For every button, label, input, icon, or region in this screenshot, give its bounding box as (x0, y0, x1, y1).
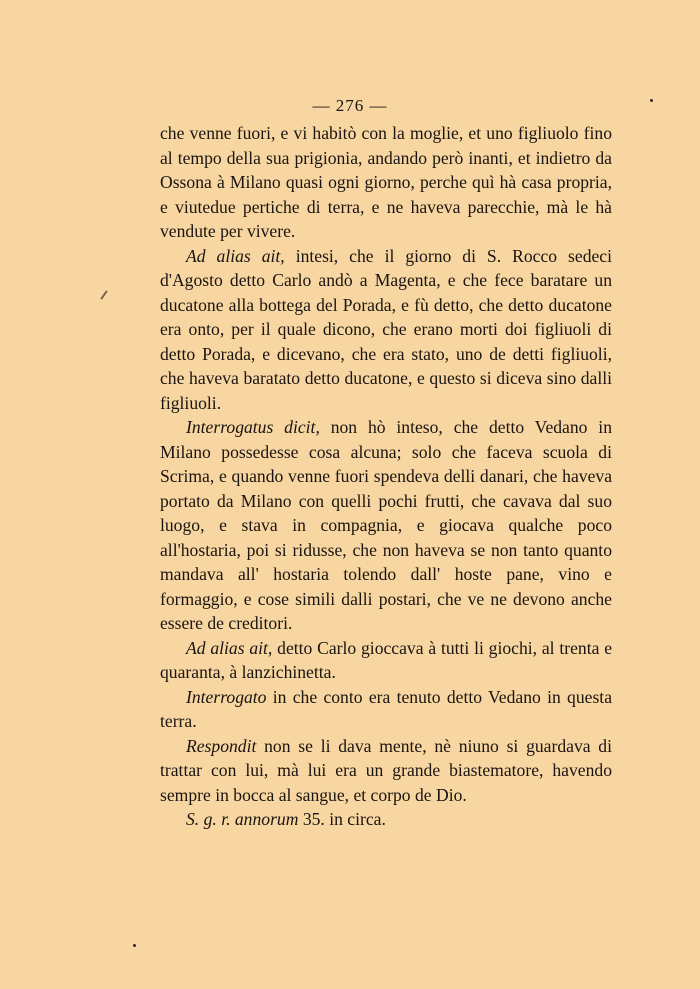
paragraph-2-lead: Ad alias ait, (186, 245, 285, 266)
paragraph-1-text: che venne fuori, e vi habitò con la moglie, et uno figliuolo fino al tempo della sua prigionia, andando però inanti, et indietro da Ossona à Milano quasi ogni giorno, perche quì hà casa propria, e viutedue pertiche di terra, e ne haveva parecchie, mà le hà vendute per vivere. (160, 123, 612, 241)
paragraph-5-lead: Interrogato (186, 686, 267, 707)
paragraph-7-lead: S. g. r. annorum (186, 809, 299, 829)
paragraph-5-text: in che conto era tenuto detto Vedano in questa terra. (160, 686, 612, 731)
paragraph-7-text: 35. in circa. (298, 809, 386, 829)
paragraph-4 (160, 636, 612, 685)
page-number: — 276 — (312, 96, 388, 115)
paragraph-3 (160, 415, 612, 636)
paragraph-4-lead: Ad alias ait, (186, 637, 273, 658)
paragraph-3-text: non hò inteso, che detto Vedano in Milano possedesse cosa alcuna; solo che faceva scuola di Scrima, e quando venne fuori spendeva delli danari, che haveva portato da Milano con quelli pochi frutti, che cavava dal suo luogo, e stava in compagnia, e giocava qualche poco all'hostaria, poi si ridusse, che non haveva se non tanto quanto mandava all' hostaria tolendo dall' hoste pane, vino e formaggio, e cose simili dalli postari, che ve ne devono anche essere de creditori. (160, 417, 612, 633)
paper-speck (133, 944, 136, 947)
paragraph-2-text: intesi, che il giorno di S. Rocco sedeci d'Agosto detto Carlo andò a Magenta, e che fece baratare un ducatone alla bottega del Porada, e fù detto, che detto ducatone era onto, per il quale dicono, che erano morti doi figliuoli di detto Porada, e dicevano, che era stato, uno de detti figliuoli, che haveva baratato detto ducatone, e questo si diceva sino dalli figliuoli. (160, 245, 612, 413)
paragraph-7 (160, 807, 612, 832)
paragraph-3-lead: Interrogatus dicit, (186, 417, 320, 437)
paragraph-6-text: non se li dava mente, nè niuno si guardava di trattar con lui, mà lui era un grande biastematore, havendo sempre in bocca al sangue, et corpo de Dio. (160, 735, 612, 805)
paragraph-6 (160, 734, 612, 808)
margin-pencil-mark (100, 290, 107, 299)
paragraph-5 (160, 685, 612, 734)
paragraph-6-lead: Respondit (186, 735, 257, 756)
body-text (160, 121, 612, 832)
paragraph-4-text: detto Carlo gioccava à tutti li giochi, al trenta e quaranta, à lanzichinetta. (160, 637, 612, 682)
paragraph-1 (160, 121, 612, 244)
paragraph-2 (160, 244, 612, 416)
paper-speck (650, 99, 653, 102)
